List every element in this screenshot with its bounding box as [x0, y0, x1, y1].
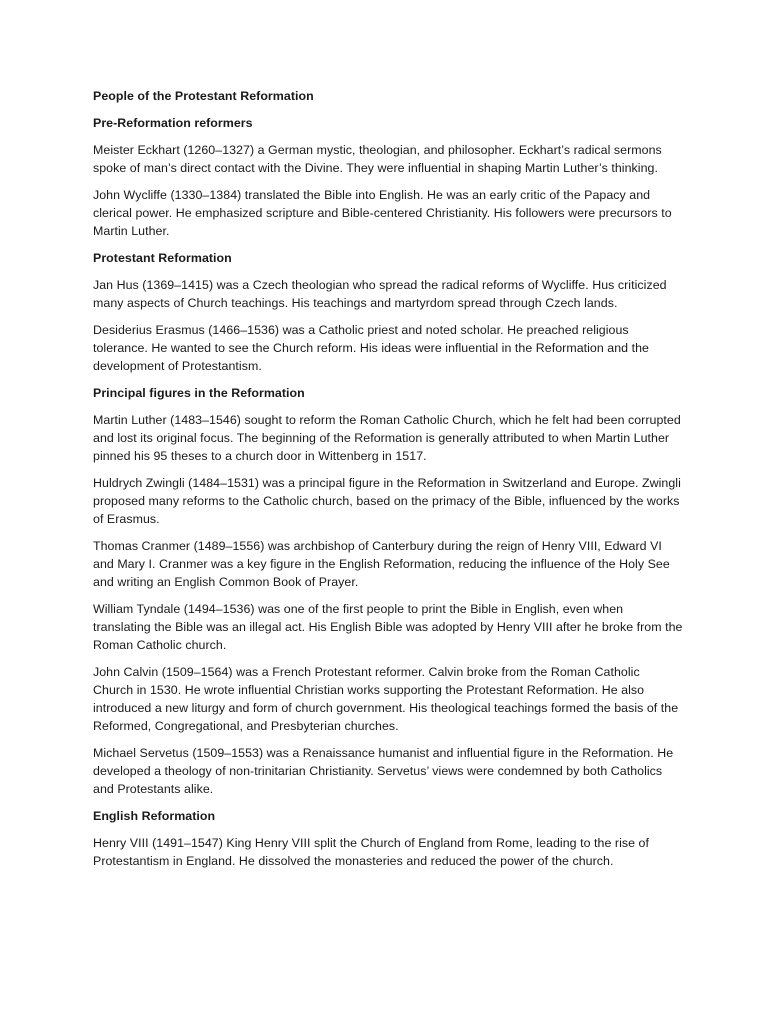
section-heading-pre-reformation: Pre-Reformation reformers [93, 116, 253, 130]
paragraph-meister-eckhart: Meister Eckhart (1260–1327) a German mystic, theologian, and philosopher. Eckhart’s radical sermons spoke of man’s direct contact with the Divine. They were influential in shaping Martin Luther’s thinking. [93, 143, 662, 175]
document-title: People of the Protestant Reformation [93, 89, 314, 103]
paragraph-jan-hus: Jan Hus (1369–1415) was a Czech theologian who spread the radical reforms of Wycliffe. Hus criticized many aspects of Church teachings. His teachings and martyrdom spread through Czech lands. [93, 278, 667, 310]
paragraph-thomas-cranmer: Thomas Cranmer (1489–1556) was archbishop of Canterbury during the reign of Henry VIII, Edward VI and Mary I. Cranmer was a key figure in the English Reformation, reducing the influence of the Holy See and writing an English Common Book of Prayer. [93, 539, 670, 589]
paragraph-michael-servetus: Michael Servetus (1509–1553) was a Renaissance humanist and influential figure in the Reformation. He developed a theology of non-trinitarian Christianity. Servetus’ views were condemned by both Catholics and Protestants alike. [93, 746, 674, 796]
paragraph-john-wycliffe: John Wycliffe (1330–1384) translated the Bible into English. He was an early critic of the Papacy and clerical power. He emphasized scripture and Bible-centered Christianity. His followers were precursors to Martin Luther. [93, 188, 672, 238]
paragraph-desiderius-erasmus: Desiderius Erasmus (1466–1536) was a Catholic priest and noted scholar. He preached religious tolerance. He wanted to see the Church reform. His ideas were influential in the Reformation and the development of Protestantism. [93, 323, 649, 373]
section-heading-english-reformation: English Reformation [93, 809, 216, 823]
section-heading-principal-figures: Principal figures in the Reformation [93, 386, 305, 400]
section-heading-protestant-reformation: Protestant Reformation [93, 251, 232, 265]
paragraph-henry-viii: Henry VIII (1491–1547) King Henry VIII split the Church of England from Rome, leading to the rise of Protestantism in England. He dissolved the monasteries and reduced the power of the church. [93, 836, 649, 868]
document-page [93, 87, 683, 879]
paragraph-william-tyndale: William Tyndale (1494–1536) was one of the first people to print the Bible in English, even when translating the Bible was an illegal act. His English Bible was adopted by Henry VIII after he broke from the Roman Catholic church. [93, 602, 683, 652]
paragraph-john-calvin: John Calvin (1509–1564) was a French Protestant reformer. Calvin broke from the Roman Catholic Church in 1530. He wrote influential Christian works supporting the Protestant Reformation. He also introduced a new liturgy and form of church government. His theological teachings formed the basis of the Reformed, Congregational, and Presbyterian churches. [93, 665, 679, 733]
paragraph-martin-luther: Martin Luther (1483–1546) sought to reform the Roman Catholic Church, which he felt had been corrupted and lost its original focus. The beginning of the Reformation is generally attributed to when Martin Luther pinned his 95 theses to a church door in Wittenberg in 1517. [93, 413, 681, 463]
paragraph-huldrych-zwingli: Huldrych Zwingli (1484–1531) was a principal figure in the Reformation in Switzerland and Europe. Zwingli proposed many reforms to the Catholic church, based on the primacy of the Bible, influenced by the works of Erasmus. [93, 476, 681, 526]
